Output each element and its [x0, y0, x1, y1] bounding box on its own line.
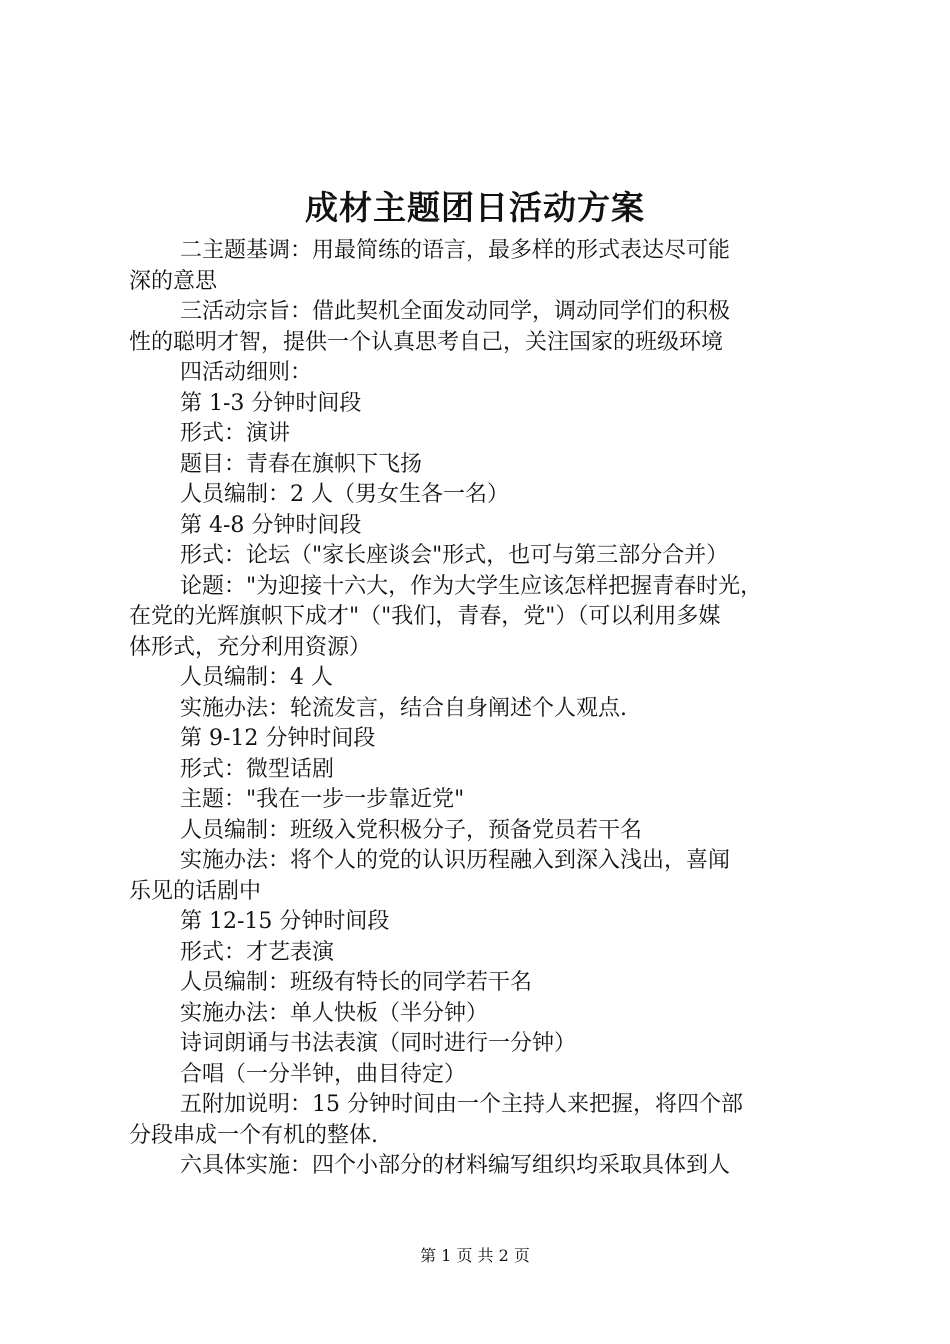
text-line: 二主题基调：用最简练的语言，最多样的形式表达尽可能 — [180, 238, 731, 263]
text-line: 形式：论坛（"家长座谈会"形式，也可与第三部分合并） — [180, 543, 729, 568]
text-line: 人员编制：4 人 — [180, 665, 333, 690]
text-line: 实施办法：将个人的党的认识历程融入到深入浅出，喜闻 — [180, 848, 731, 873]
text-line: 深的意思 — [129, 268, 218, 294]
text-line: 实施办法：单人快板（半分钟） — [180, 1000, 489, 1026]
text-line: 体形式，充分利用资源） — [129, 634, 372, 660]
text-line: 分段串成一个有机的整体. — [129, 1122, 378, 1148]
text-line: 第 4-8 分钟时间段 — [180, 512, 362, 538]
text-line: 题目：青春在旗帜下飞扬 — [180, 451, 423, 477]
text-line: 在党的光辉旗帜下成才"（"我们，青春，党"）（可以利用多媒 — [129, 604, 721, 629]
text-line: 五附加说明：15 分钟时间由一个主持人来把握，将四个部 — [180, 1092, 743, 1117]
text-line: 六具体实施：四个小部分的材料编写组织均采取具体到人 — [180, 1153, 731, 1178]
text-line: 合唱（一分半钟，曲目待定） — [180, 1061, 467, 1087]
text-line: 形式：才艺表演 — [180, 939, 335, 965]
text-line: 论题："为迎接十六大，作为大学生应该怎样把握青春时光， — [180, 573, 763, 599]
text-line: 诗词朗诵与书法表演（同时进行一分钟） — [180, 1031, 577, 1056]
text-line: 人员编制：班级入党积极分子，预备党员若干名 — [180, 817, 643, 843]
text-line: 第 1-3 分钟时间段 — [180, 390, 362, 416]
text-line: 形式：微型话剧 — [180, 756, 335, 782]
document-body — [129, 236, 834, 1182]
text-line: 乐见的话剧中 — [129, 878, 262, 904]
text-line: 性的聪明才智，提供一个认真思考自己，关注国家的班级环境 — [129, 329, 724, 355]
text-line: 实施办法：轮流发言，结合自身阐述个人观点. — [180, 695, 627, 721]
text-line: 第 9-12 分钟时间段 — [180, 726, 376, 751]
page-footer: 第 1 页 共 2 页 — [420, 1246, 530, 1265]
text-line: 形式：演讲 — [180, 421, 291, 446]
text-line: 第 12-15 分钟时间段 — [180, 909, 390, 934]
text-line: 人员编制：班级有特长的同学若干名 — [180, 970, 533, 995]
document-title: 成材主题团日活动方案 — [305, 188, 645, 227]
text-line: 四活动细则： — [180, 360, 313, 385]
text-line: 主题："我在一步一步靠近党" — [180, 787, 465, 812]
text-line: 人员编制：2 人（男女生各一名） — [180, 482, 509, 507]
text-line: 三活动宗旨：借此契机全面发动同学，调动同学们的积极 — [180, 299, 731, 324]
